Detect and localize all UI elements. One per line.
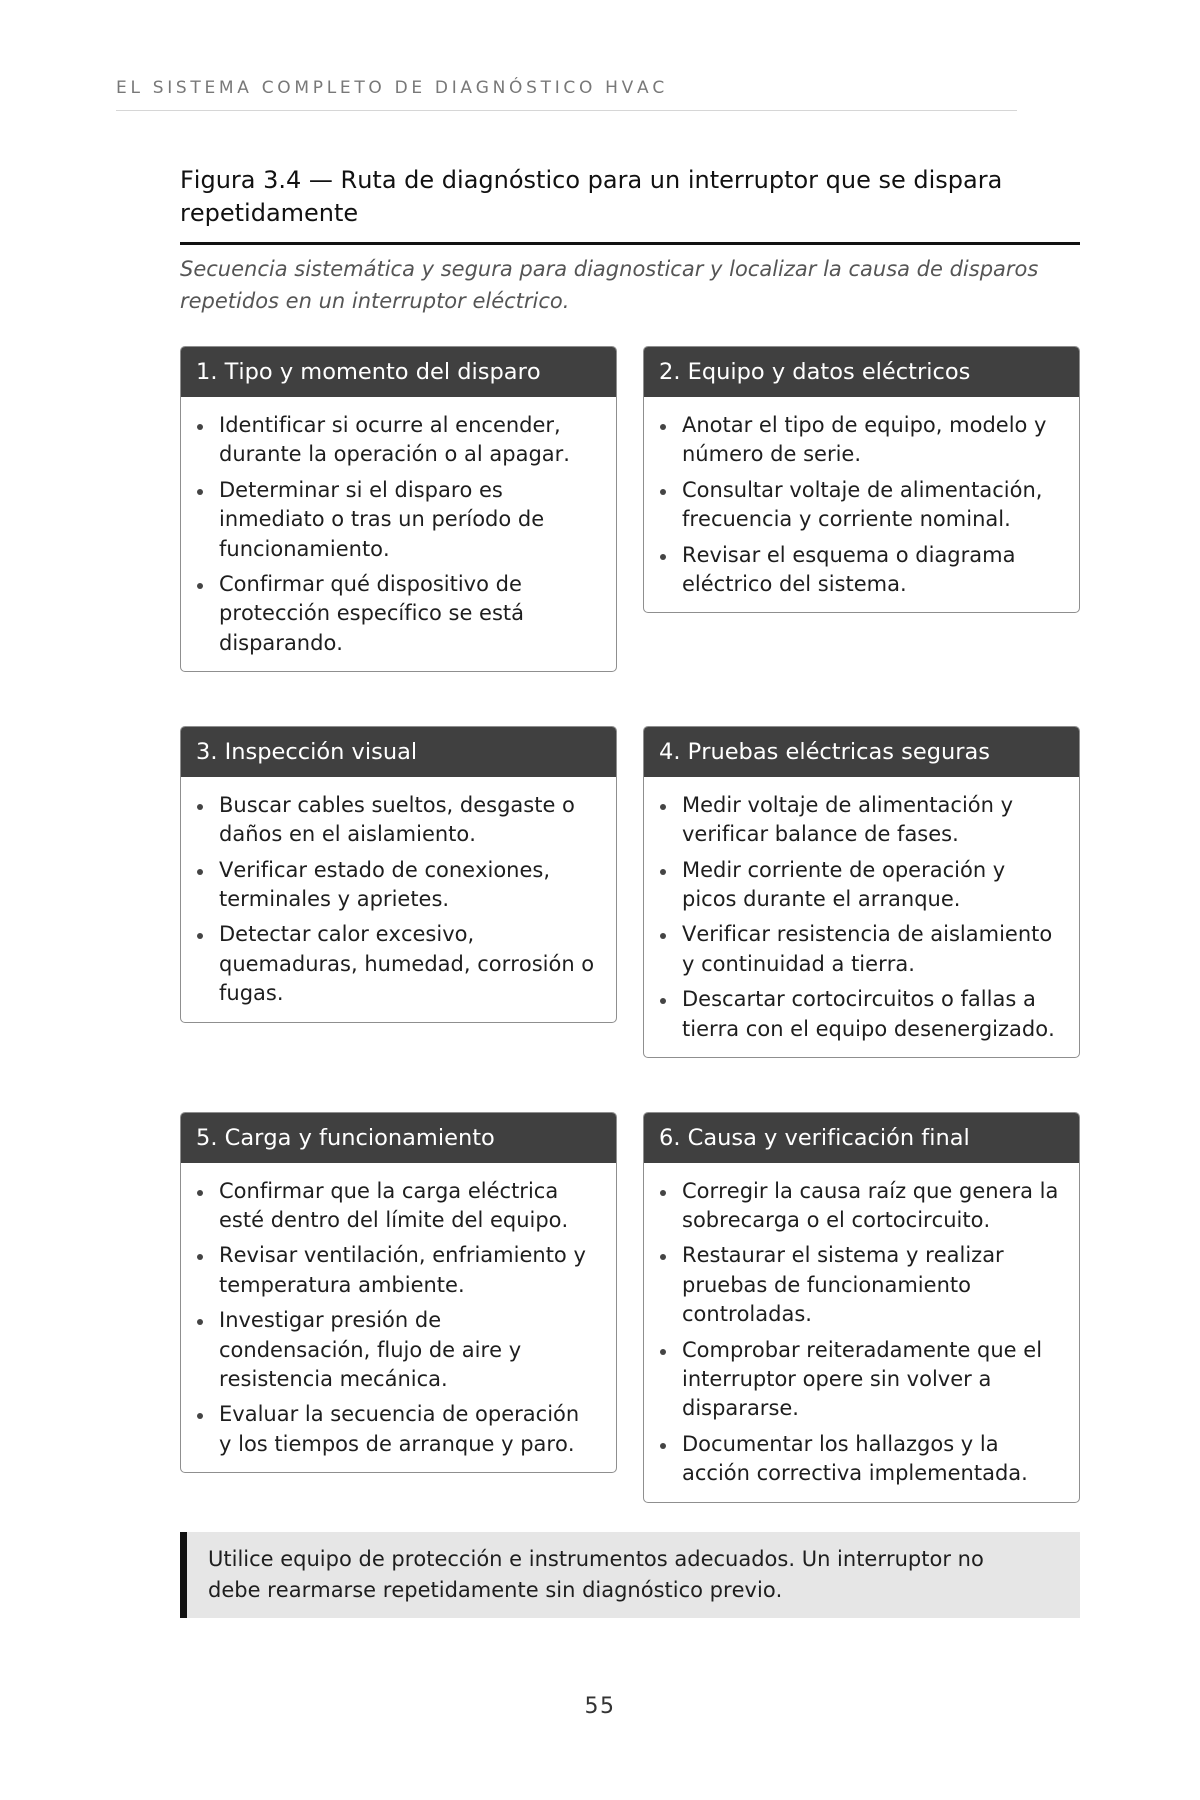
step-title: 1. Tipo y momento del disparo <box>181 347 616 397</box>
checklist-item: Revisar el esquema o diagrama eléctrico del sistema. <box>682 541 1059 600</box>
step-card-2 <box>643 346 1080 613</box>
checklist-item: Restaurar el sistema y realizar pruebas de funcionamiento controladas. <box>682 1241 1059 1329</box>
checklist-item: Documentar los hallazgos y la acción correctiva implementada. <box>682 1430 1059 1489</box>
checklist-item: Medir corriente de operación y picos durante el arranque. <box>682 856 1059 915</box>
step-title: 3. Inspección visual <box>181 727 616 777</box>
step-checklist <box>644 397 1079 612</box>
checklist-item: Determinar si el disparo es inmediato o tras un período de funcionamiento. <box>219 476 596 564</box>
step-checklist <box>644 777 1079 1057</box>
header-divider <box>116 110 1017 111</box>
running-header: EL SISTEMA COMPLETO DE DIAGNÓSTICO HVAC <box>116 78 668 98</box>
checklist-item: Detectar calor excesivo, quemaduras, humedad, corrosión o fugas. <box>219 920 596 1008</box>
step-card-5 <box>180 1112 617 1474</box>
step-card-3 <box>180 726 617 1023</box>
checklist-item: Identificar si ocurre al encender, durante la operación o al apagar. <box>219 411 596 470</box>
step-title: 2. Equipo y datos eléctricos <box>644 347 1079 397</box>
step-row <box>180 346 1080 672</box>
checklist-item: Anotar el tipo de equipo, modelo y número de serie. <box>682 411 1059 470</box>
step-title: 6. Causa y verificación final <box>644 1113 1079 1163</box>
checklist-item: Investigar presión de condensación, flujo de aire y resistencia mecánica. <box>219 1306 596 1394</box>
checklist-item: Revisar ventilación, enfriamiento y temperatura ambiente. <box>219 1241 596 1300</box>
checklist-item: Buscar cables sueltos, desgaste o daños en el aislamiento. <box>219 791 596 850</box>
safety-note <box>180 1532 1080 1618</box>
checklist-item: Comprobar reiteradamente que el interruptor opere sin volver a dispararse. <box>682 1336 1059 1424</box>
step-checklist <box>644 1163 1079 1502</box>
checklist-item: Verificar resistencia de aislamiento y continuidad a tierra. <box>682 920 1059 979</box>
checklist-item: Verificar estado de conexiones, terminales y aprietes. <box>219 856 596 915</box>
checklist-item: Evaluar la secuencia de operación y los tiempos de arranque y paro. <box>219 1400 596 1459</box>
checklist-item: Medir voltaje de alimentación y verificar balance de fases. <box>682 791 1059 850</box>
step-title: 4. Pruebas eléctricas seguras <box>644 727 1079 777</box>
checklist-item: Corregir la causa raíz que genera la sobrecarga o el cortocircuito. <box>682 1177 1059 1236</box>
step-checklist <box>181 777 616 1022</box>
checklist-item: Confirmar qué dispositivo de protección específico se está disparando. <box>219 570 596 658</box>
step-title: 5. Carga y funcionamiento <box>181 1113 616 1163</box>
safety-note-text: Utilice equipo de protección e instrumentos adecuados. Un interruptor no debe rearmarse repetidamente sin diagnóstico previo. <box>208 1546 984 1602</box>
checklist-item: Consultar voltaje de alimentación, frecuencia y corriente nominal. <box>682 476 1059 535</box>
step-checklist <box>181 397 616 671</box>
figure-heading <box>180 164 1080 317</box>
step-row <box>180 1112 1080 1503</box>
page-number: 55 <box>584 1694 616 1719</box>
checklist-item: Confirmar que la carga eléctrica esté dentro del límite del equipo. <box>219 1177 596 1236</box>
step-row <box>180 726 1080 1058</box>
figure-caption: Secuencia sistemática y segura para diagnosticar y localizar la causa de disparos repetidos en un interruptor eléctrico. <box>180 257 1039 313</box>
step-checklist <box>181 1163 616 1473</box>
figure-title: Figura 3.4 — Ruta de diagnóstico para un interruptor que se dispara repetidamente <box>180 164 1080 245</box>
step-card-6 <box>643 1112 1080 1503</box>
diagnostic-steps <box>180 346 1080 1618</box>
step-card-4 <box>643 726 1080 1058</box>
step-card-1 <box>180 346 617 672</box>
checklist-item: Descartar cortocircuitos o fallas a tierra con el equipo desenergizado. <box>682 985 1059 1044</box>
